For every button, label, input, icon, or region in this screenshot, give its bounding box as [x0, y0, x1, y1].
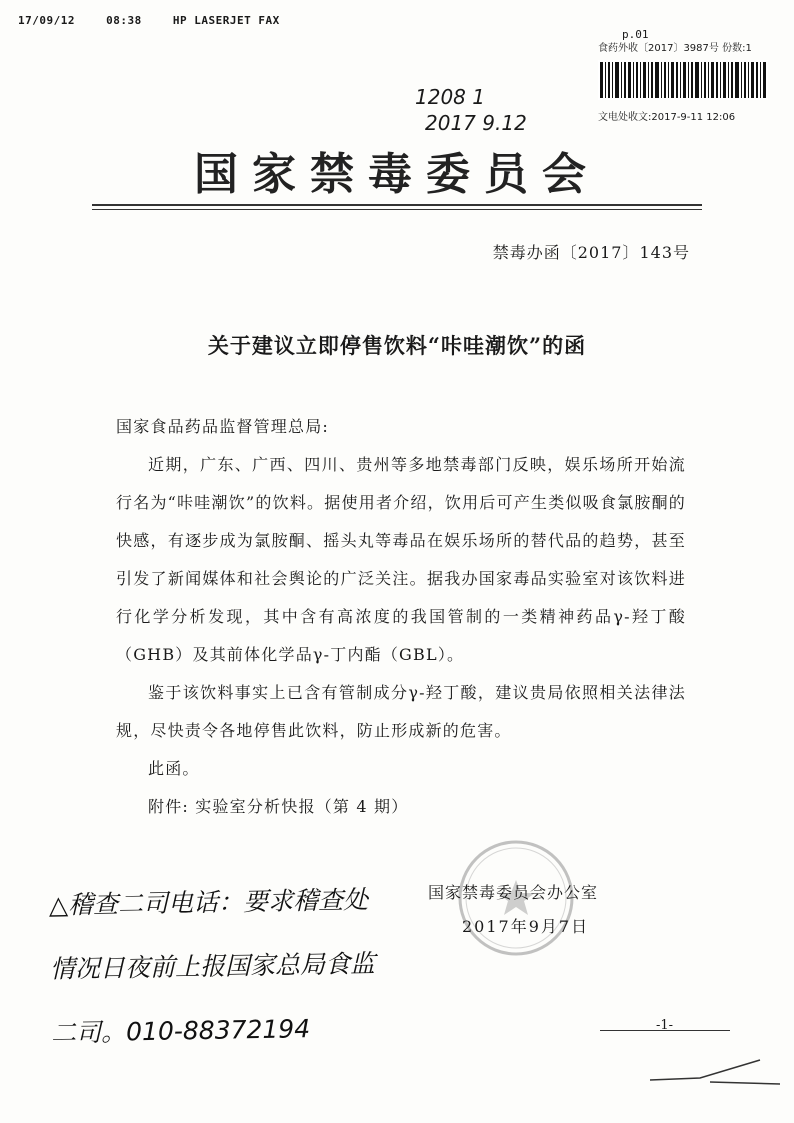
letter-body — [116, 408, 686, 826]
org-title: 国家禁毒委员会 — [194, 149, 600, 200]
paragraph-1: 近期，广东、广西、四川、贵州等多地禁毒部门反映，娱乐场所开始流行名为“咔哇潮饮”的饮料。据使用者介绍，饮用后可产生类似吸食氯胺酮的快感，有逐步成为氯胺酮、摇头丸等毒品在娱乐场所的替代品的趋势，甚至引发了新闻媒体和社会舆论的广泛关注。据我办国家毒品实验室对该饮料进行化学分析发现，其中含有高浓度的我国管制的一类精神药品γ-羟丁酸（GHB）及其前体化学品γ-丁内酯（GBL）。 — [116, 455, 686, 664]
barcode-icon — [598, 60, 768, 100]
receipt-number: 食药外收〔2017〕3987号 — [598, 43, 719, 54]
handwritten-numbers — [415, 84, 555, 144]
receipt-copies: 份数:1 — [722, 43, 752, 54]
closing: 此函。 — [148, 759, 200, 778]
handwritten-note-line3: 二司。010-88372194 — [50, 1014, 311, 1048]
barcode-image — [598, 60, 768, 100]
fax-date: 17/09/12 — [18, 14, 75, 27]
fax-page-number: p.01 — [622, 28, 649, 41]
handwritten-note-line1: △稽查二司电话：要求稽查处 — [48, 885, 369, 920]
page-number: -1- — [656, 1018, 674, 1033]
letter-title: 关于建议立即停售饮料“咔哇潮饮”的函 — [207, 333, 587, 358]
header-divider — [92, 204, 702, 210]
handwritten-note-line2: 情况日夜前上报国家总局食监 — [49, 948, 376, 984]
fax-header — [18, 14, 304, 27]
scribble-mark-icon — [640, 1040, 790, 1090]
signature-date: 2017年9月7日 — [462, 917, 590, 936]
handwritten-number-line2: 2017 9.12 — [425, 111, 527, 135]
fax-device: HP LASERJET FAX — [172, 14, 280, 27]
attachment: 附件: 实验室分析快报（第 4 期） — [148, 797, 409, 816]
receipt-stamp — [598, 42, 752, 56]
fax-time: 08:38 — [106, 14, 142, 27]
paragraph-2: 鉴于该饮料事实上已含有管制成分γ-羟丁酸，建议贵局依照相关法律法规，尽快责令各地停售此饮料，防止形成新的危害。 — [116, 683, 686, 740]
signature-org: 国家禁毒委员会办公室 — [428, 883, 599, 902]
handwritten-note — [48, 866, 471, 1065]
addressee: 国家食品药品监督管理总局: — [116, 417, 329, 436]
handwritten-number-line1: 1208 1 — [415, 85, 485, 109]
document-number: 禁毒办函〔2017〕143号 — [492, 243, 690, 262]
dispatch-receipt: 文电处收文:2017-9-11 12:06 — [598, 112, 736, 123]
